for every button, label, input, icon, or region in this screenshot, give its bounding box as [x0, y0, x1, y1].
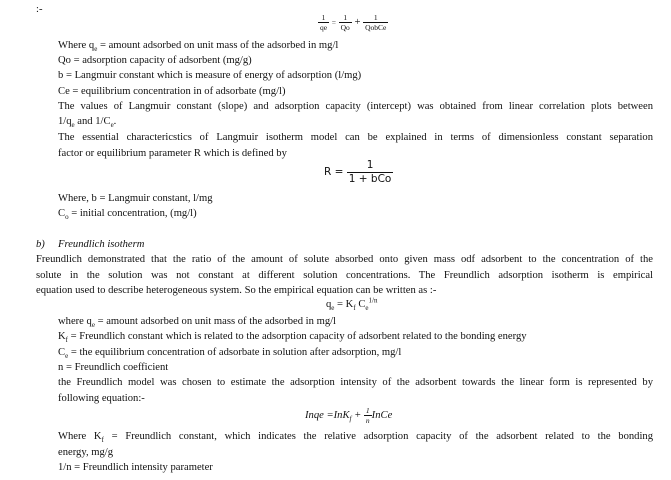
eq1-lhs-num: 1: [318, 13, 329, 23]
para1-line2: [58, 115, 116, 128]
para1-line1: The values of Langmuir constant (slope) and adsorption capacity (intercept) was obtained from linear correlation plots between: [58, 101, 653, 112]
eq4-frac-den: n: [365, 416, 370, 425]
def3-ce-line: [58, 346, 401, 359]
para1-l2b-sub: e: [110, 121, 114, 130]
langmuir-linear-equation: [318, 13, 388, 32]
eq1-b-den: QobCe: [365, 23, 387, 32]
para1-line3: The essential charactericstics of Langmuir isotherm model can be explained in terms of dimensionless constant separation: [58, 132, 653, 143]
frac-a: [339, 13, 352, 32]
eq3-mid: = K: [334, 299, 354, 310]
para1-l2a: 1/q: [58, 116, 72, 127]
def4-n-line: 1/n = Freundlich intensity parameter: [58, 462, 213, 473]
freundlich-linear-equation: [305, 406, 392, 425]
separation-factor-equation: [324, 159, 393, 186]
def2-co-sub: o: [65, 213, 69, 222]
para1-line4: factor or equilibrium parameter R which is defined by: [58, 148, 287, 159]
def3-kf-b: = Freundlich constant which is related to the adsorption capacity of adsorbent related to the bonding energy: [68, 331, 527, 342]
def3-kf-sub: f: [65, 336, 68, 345]
eq4-plus: +: [351, 410, 364, 421]
eq1-a-den: Qo: [340, 23, 350, 32]
eq3-c-sub: e: [365, 304, 369, 313]
eq2-lhs: R =: [324, 166, 344, 178]
eq4-lhs: Inqe =InK: [305, 410, 350, 421]
def4-kf-sub: f: [101, 436, 104, 445]
para1-l2c: .: [113, 116, 117, 127]
def2-co-b: = initial concentration, (mg/l): [68, 208, 197, 219]
section-b-label: b): [36, 239, 45, 250]
eq4-frac-num: 1: [365, 406, 370, 415]
def-qe-line: [58, 39, 338, 52]
para2-line2: solute in the solution was not constant at different solution concentrations. The Freundlich adsorption isotherm is empirical: [36, 270, 653, 281]
eq3-c: C: [355, 299, 366, 310]
def3-qe-b: = amount adsorbed on unit mass of the adsorbed in mg/l: [94, 316, 336, 327]
para2-line3: equation used to describe heterogeneous system. So the empirical equation can be written as :-: [36, 285, 437, 296]
def2-co-a: C: [58, 208, 66, 219]
eq1-lhs-den: qe: [320, 23, 328, 32]
def3-model-line1: the Freundlich model was chosen to estimate the adsorption intensity of the adsorbent towards the linear form is represented by: [58, 377, 653, 388]
def3-qe-sub: e: [91, 321, 95, 330]
eq1-a-num: 1: [339, 13, 352, 23]
eq4-k-sub: f: [349, 415, 352, 424]
def3-ce-sub: e: [65, 352, 69, 361]
freundlich-equation: [326, 298, 377, 311]
frac-b: [363, 13, 388, 32]
def-qe-rest: = amount adsorbed on unit mass of the adsorbed in mg/l: [97, 40, 339, 51]
para1-l2b: and 1/C: [74, 116, 111, 127]
def3-model-line2: following equation:-: [58, 393, 145, 404]
def-qe-where: Where q: [58, 40, 95, 51]
eq2-den: 1 + bCo: [348, 173, 392, 185]
eq1-equals: =: [331, 17, 336, 27]
def4-kf-line: [58, 430, 653, 443]
def3-kf-line: [58, 330, 527, 343]
section-b-title: Freundlich isotherm: [58, 239, 145, 250]
def3-ce-b: = the equilibrium concentration of adsorbate in solution after adsorption, mg/l: [68, 347, 402, 358]
eq3-exp: 1/n: [368, 296, 378, 305]
def-qo-line: Qo = adsorption capacity of adsorbent (mg/g): [58, 55, 252, 66]
def4-kf-line2: energy, mg/g: [58, 447, 114, 458]
def4-kf-b: = Freundlich constant, which indicates the relative adsorption capacity of the adsorbent related to the bonding: [103, 431, 653, 442]
eq4-rhs: InCe: [371, 410, 393, 421]
para1-l2a-sub: e: [71, 121, 75, 130]
def3-kf-a: K: [58, 331, 66, 342]
para2-line1: Freundlich demonstrated that the ratio of the amount of solute absorbed onto given mass odf adsorbent to the concentration of the: [36, 254, 653, 265]
def-qe-sub: e: [94, 45, 98, 54]
eq3-k-sub: f: [353, 304, 356, 313]
def2-b-line: Where, b = Langmuir constant, l/mg: [58, 193, 213, 204]
eq2-frac: [347, 159, 394, 186]
def3-qe-line: [58, 315, 336, 328]
eq2-num: 1: [347, 159, 394, 173]
def3-qe-a: where q: [58, 316, 92, 327]
def3-n-line: n = Freundlich coefficient: [58, 362, 169, 373]
eq4-frac: [364, 406, 372, 425]
frac-lhs: [318, 13, 329, 32]
def2-co-line: [58, 207, 197, 220]
eq1-b-num: 1: [363, 13, 388, 23]
eq1-plus: +: [354, 16, 361, 28]
eq3-q-sub: e: [331, 304, 335, 313]
def4-kf-a: Where K: [58, 431, 102, 442]
def-ce-line: Ce = equilibrium concentration in of adsorbate (mg/l): [58, 86, 286, 97]
eq3-q: q: [326, 299, 332, 310]
def-b-line: b = Langmuir constant which is measure of energy of adsorption (l/mg): [58, 70, 362, 81]
def3-ce-a: C: [58, 347, 66, 358]
intro-marker: :-: [36, 4, 43, 15]
